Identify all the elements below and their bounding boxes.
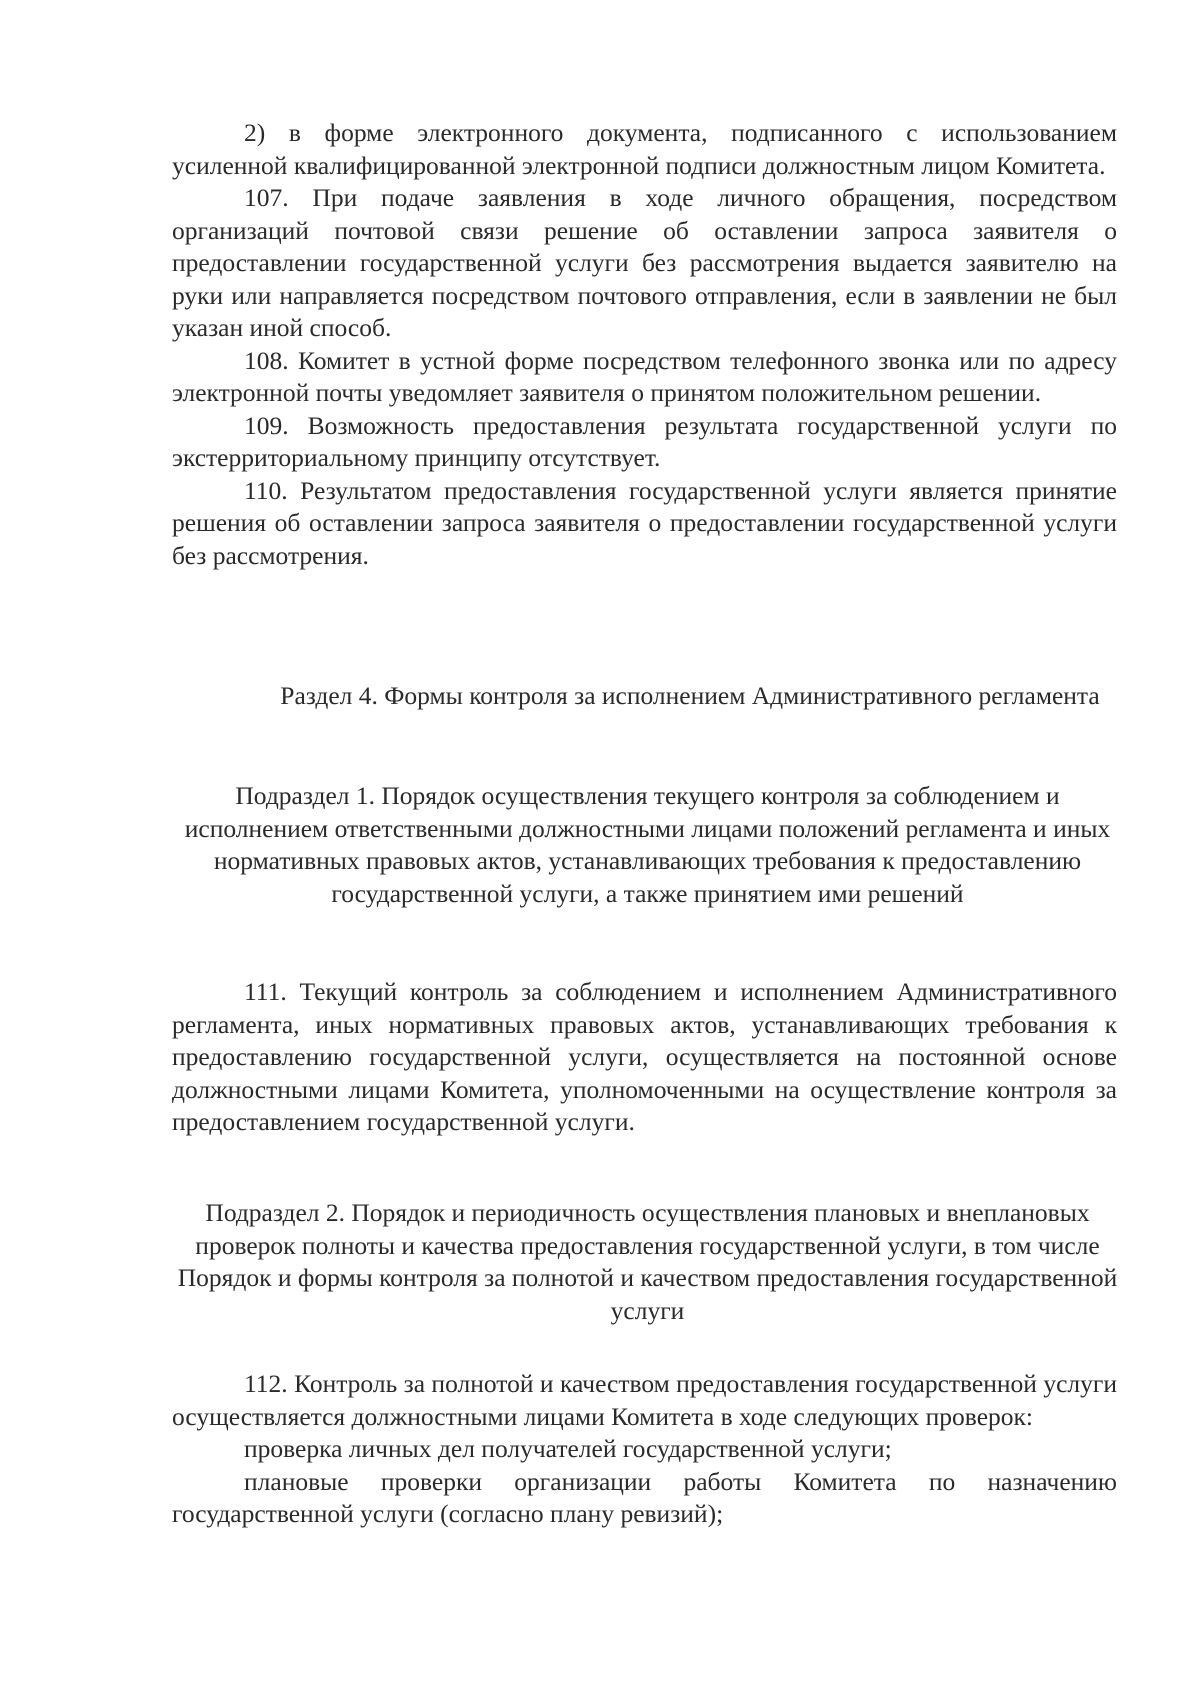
subsection-1-heading-block xyxy=(180,780,1115,910)
paragraph-112: 112. Контроль за полнотой и качеством предоставления государственной услуги осуществляется должностными лицами Комитета в ходе следующих проверок: xyxy=(172,1369,1117,1431)
paragraph-109: 109. Возможность предоставления результата государственной услуги по экстерриториальному принципу отсутствует. xyxy=(172,410,1117,472)
list-item-planned-checks: плановые проверки организации работы Комитета по назначению государственной услуги (согласно плану ревизий); xyxy=(172,1466,1117,1528)
paragraph-112-block xyxy=(172,1368,1117,1531)
paragraph-111-block xyxy=(172,976,1117,1139)
subsection-2-heading-block xyxy=(175,1197,1120,1327)
subsection-2-heading: Подраздел 2. Порядок и периодичность осуществления плановых и внеплановых проверок полноты и качества предоставления государственной услуги, в том числе Порядок и формы контроля за полнотой и качеством предоставления государственной услуги xyxy=(177,1198,1118,1325)
paragraph-107: 107. При подаче заявления в ходе личного обращения, посредством организаций почтовой связи решение об оставлении запроса заявителя о предоставлении государственной услуги без рассмотрения выдается заявителю на руки или направляется посредством почтового отправления, если в заявлении не был указан иной способ. xyxy=(172,183,1117,342)
paragraph-106-2: 2) в форме электронного документа, подписанного с использованием усиленной квалифицированной электронной подписи должностным лицом Комитета. xyxy=(172,118,1117,180)
section-4-heading-block xyxy=(280,680,1100,713)
paragraph-110: 110. Результатом предоставления государственной услуги является принятие решения об оставлении запроса заявителя о предоставлении государственной услуги без рассмотрения. xyxy=(172,475,1117,570)
section-4-heading: Раздел 4. Формы контроля за исполнением Административного регламента xyxy=(280,681,1100,710)
paragraph-111: 111. Текущий контроль за соблюдением и исполнением Административного регламента, иных нормативных правовых актов, устанавливающих требования к предоставлению государственной услуги, осуществляется на постоянной основе должностными лицами Комитета, уполномоченными на осуществление контроля за предоставлением государственной услуги. xyxy=(172,977,1117,1136)
list-item-personal-files: проверка личных дел получателей государственной услуги; xyxy=(244,1434,892,1463)
top-paragraphs xyxy=(172,117,1117,572)
subsection-1-heading: Подраздел 1. Порядок осуществления текущего контроля за соблюдением и исполнением ответственными должностными лицами положений регламента и иных нормативных правовых актов, устанавливающих требования к предоставлению государственной услуги, а также принятием ими решений xyxy=(184,781,1111,908)
paragraph-108: 108. Комитет в устной форме посредством телефонного звонка или по адресу электронной почты уведомляет заявителя о принятом положительном решении. xyxy=(172,345,1117,407)
